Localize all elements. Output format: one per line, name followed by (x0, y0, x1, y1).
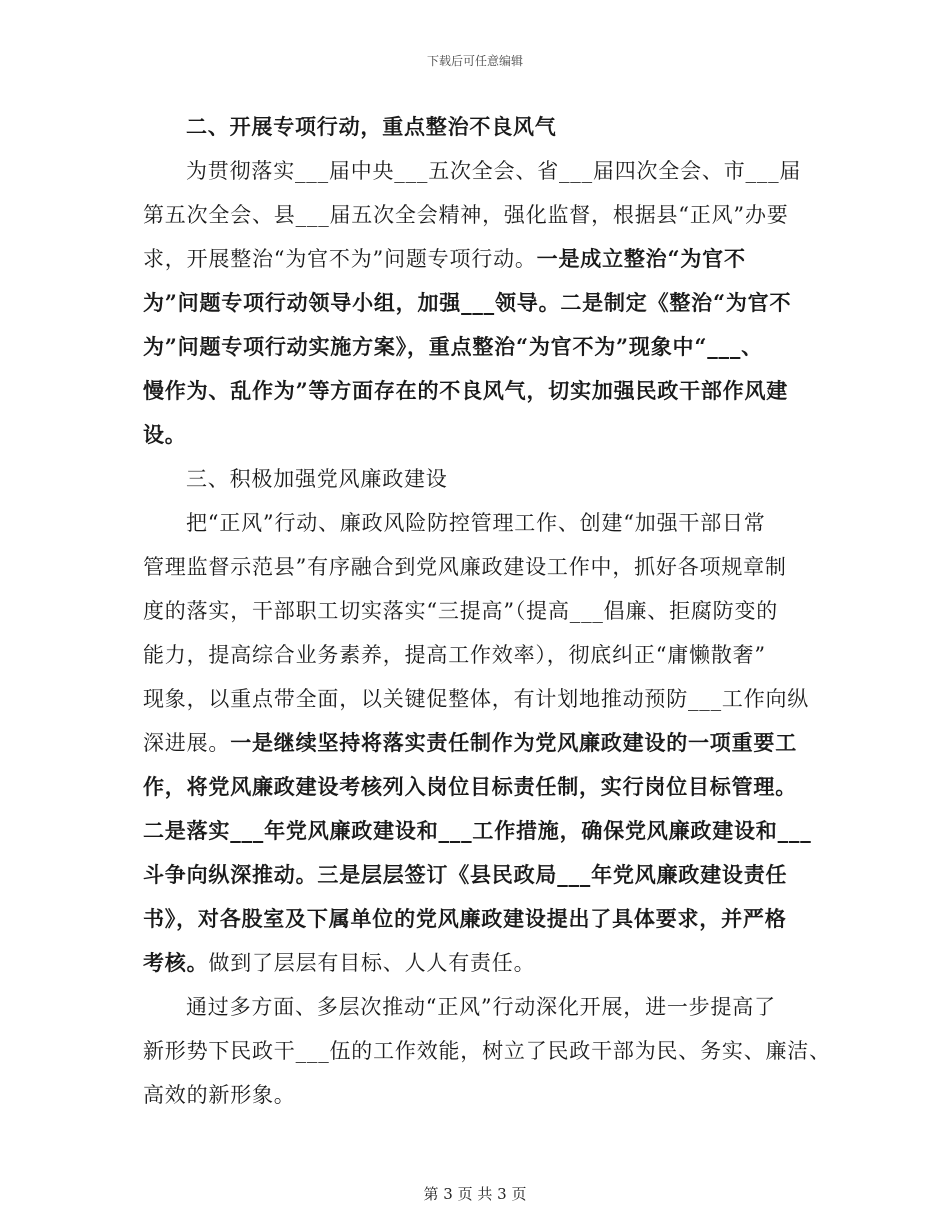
paragraph-line: 为贯彻落实___届中央___五次全会、省___届四次全会、市___届 (186, 159, 802, 183)
page-number-footer: 第 3 页 共 3 页 (423, 1185, 527, 1203)
paragraph-text: 做到了层层有目标、人人有责任。 (208, 951, 536, 975)
paragraph-line: 设。 (143, 422, 187, 447)
paragraph-line: 高效的新形象。 (143, 1083, 296, 1107)
paragraph-line (143, 237, 813, 281)
document-body (143, 105, 831, 1117)
paragraph-line: 第五次全会、县___届五次全会精神，强化监督，根据县“正风”办要 (143, 203, 789, 227)
paragraph-line: 能力，提高综合业务素养，提高工作效率），彻底纠正“庸懒散奢” (143, 643, 766, 667)
paragraph-line: 把“正风”行动、廉政风险防控管理工作、创建“加强干部日常 (186, 511, 766, 535)
paragraph-line: 现象，以重点带全面，以关键促整体，有计划地推动预防___工作向纵 (143, 687, 810, 711)
paragraph-text: 深进展。 (143, 731, 231, 755)
paragraph-bold-text: 考核。 (143, 950, 209, 975)
paragraph-line (143, 941, 813, 985)
paragraph-line: 通过多方面、多层次推动“正风”行动深化开展，进一步提高了 (186, 995, 776, 1019)
paragraph-line (143, 721, 813, 765)
paragraph-line: 为”问题专项行动实施方案》，重点整治“为官不为”现象中“___、 (143, 334, 763, 359)
paragraph-line: 书》，对各股室及下属单位的党风廉政建设提出了具体要求，并严格 (143, 906, 787, 931)
paragraph-line: 二是落实___年党风廉政建设和___工作措施，确保党风廉政建设和___ (143, 818, 812, 843)
paragraph-line: 新形势下民政干___伍的工作效能，树立了民政干部为民、务实、廉洁、 (143, 1039, 831, 1063)
section-heading-2: 二、开展专项行动，重点整治不良风气 (186, 114, 557, 139)
paragraph-line: 作，将党风廉政建设考核列入岗位目标责任制，实行岗位目标管理。 (143, 774, 797, 799)
paragraph-line: 斗争向纵深推动。三是层层签订《县民政局___年党风廉政建设责任 (143, 862, 788, 887)
paragraph-bold-text: 一是成立整治“为官不 (536, 246, 746, 271)
paragraph-bold-text: 一是继续坚持将落实责任制作为党风廉政建设的一项重要工 (230, 730, 798, 755)
paragraph-line: 为”问题专项行动领导小组，加强___领导。二是制定《整治“为官不 (143, 290, 792, 315)
paragraph-line: 慢作为、乱作为”等方面存在的不良风气，切实加强民政干部作风建 (143, 378, 789, 403)
page-header-note: 下载后可任意编辑 (426, 54, 523, 68)
paragraph-line: 度的落实，干部职工切实落实“三提高”（提高___倡廉、拒腐防变的 (143, 599, 779, 623)
paragraph-line: 管理监督示范县”有序融合到党风廉政建设工作中，抓好各项规章制 (143, 555, 787, 579)
paragraph-text: 求，开展整治“为官不为”问题专项行动。 (143, 247, 537, 271)
section-heading-3: 三、积极加强党风廉政建设 (186, 467, 448, 491)
